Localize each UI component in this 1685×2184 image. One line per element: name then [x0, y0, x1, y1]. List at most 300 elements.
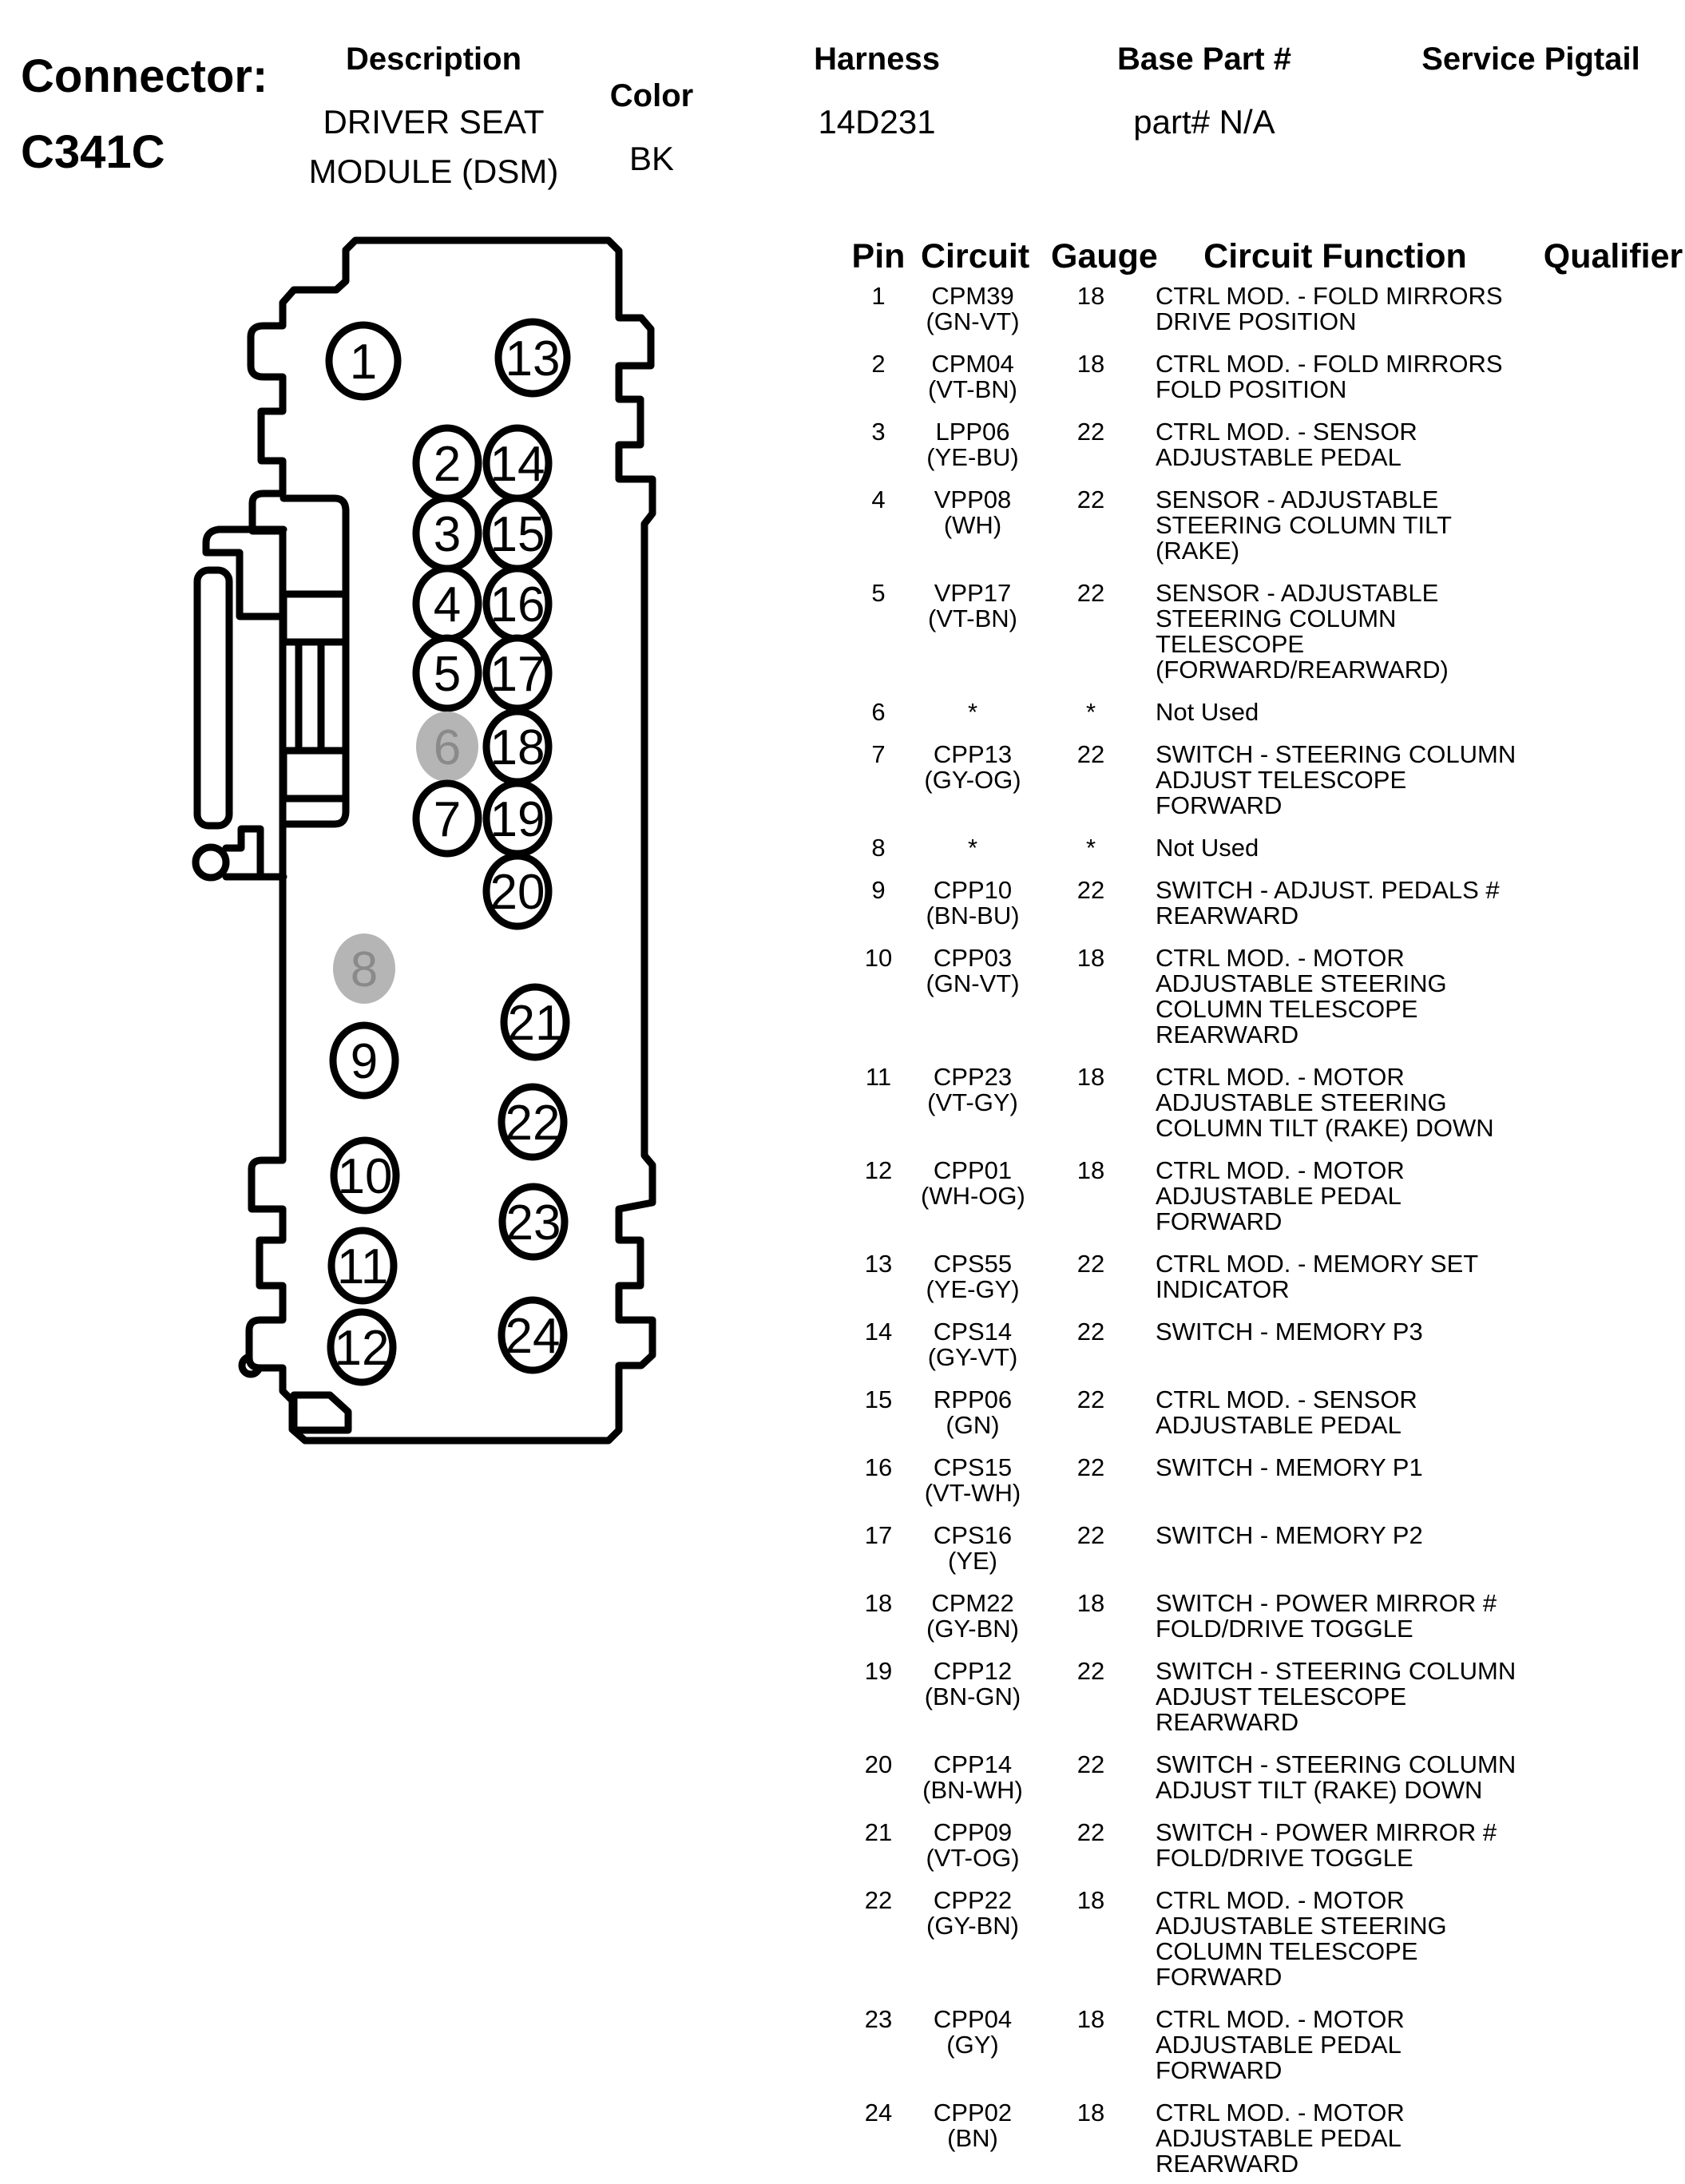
cell-gauge: [1051, 1319, 1131, 1345]
connector-id: C341C: [21, 126, 165, 178]
gauge-value: 22: [1076, 1385, 1105, 1413]
function-line: FORWARD: [1156, 1963, 1283, 1991]
cell-function: [1156, 740, 1516, 819]
pin-number-text: 11: [865, 1063, 892, 1091]
function-line: CTRL MOD. - FOLD MIRRORS: [1156, 282, 1503, 310]
cell-gauge: [1051, 1820, 1131, 1845]
cell-function: [1156, 1523, 1499, 1548]
cell-circuit: [921, 1752, 1025, 1803]
function-line: SENSOR - ADJUSTABLE: [1156, 579, 1439, 607]
pin-number-text: 13: [864, 1250, 893, 1278]
cell-gauge: [1051, 581, 1131, 606]
cell-pin: [839, 2007, 918, 2032]
cell-gauge: [1051, 742, 1131, 767]
function-line: INDICATOR: [1156, 1275, 1290, 1303]
table-row: [839, 742, 1685, 819]
cell-gauge: [1051, 1158, 1131, 1183]
harness-label: Harness: [814, 42, 940, 77]
pin-18-number: 18: [490, 720, 545, 775]
cell-function: [1156, 2007, 1499, 2083]
connector-bottom-notch: [294, 1395, 348, 1430]
cell-pin: [839, 2100, 918, 2126]
circuit-code: CPP14: [933, 1750, 1013, 1778]
circuit-color: (BN-WH): [922, 1776, 1023, 1804]
function-line: SWITCH - POWER MIRROR #: [1156, 1818, 1497, 1846]
cell-function: [1156, 1158, 1499, 1235]
gauge-value: 22: [1076, 1453, 1105, 1481]
cell-function: [1156, 2100, 1499, 2177]
cell-pin: [839, 1387, 918, 1413]
function-line: REARWARD: [1156, 902, 1299, 929]
cell-gauge: [1051, 487, 1131, 513]
col-header-qualifier: Qualifier: [1543, 237, 1683, 275]
color-label: Color: [609, 78, 694, 113]
function-line: CTRL MOD. - MOTOR: [1156, 2099, 1405, 2127]
circuit-code: CPP03: [933, 944, 1013, 972]
pin-number-text: 15: [864, 1385, 893, 1413]
pin-17-number: 17: [490, 647, 545, 702]
table-row: [839, 1820, 1685, 1871]
cell-circuit: [921, 1455, 1025, 1506]
cell-circuit: [921, 835, 1025, 861]
connector-latch-hook: [226, 829, 283, 877]
connector-latch-bar: [197, 570, 229, 826]
pin-number-text: 22: [864, 1886, 893, 1914]
function-line: Not Used: [1156, 698, 1259, 726]
pin-13-number: 13: [505, 331, 561, 386]
gauge-value: 18: [1076, 2099, 1105, 2127]
table-row: [839, 419, 1685, 470]
circuit-code: CPP01: [933, 1156, 1013, 1184]
base-part-label: Base Part #: [1117, 42, 1291, 77]
function-line: TELESCOPE: [1156, 630, 1305, 658]
gauge-value: 22: [1076, 876, 1105, 904]
circuit-color: (VT-GY): [927, 1088, 1018, 1116]
circuit-color: (GY): [946, 2031, 999, 2059]
function-line: CTRL MOD. - MOTOR: [1156, 2005, 1405, 2033]
cell-pin: [839, 1158, 918, 1183]
cell-circuit: [921, 2100, 1025, 2151]
cell-pin: [839, 283, 918, 309]
cell-circuit: [921, 1820, 1025, 1871]
circuit-color: (YE-GY): [926, 1275, 1020, 1303]
pin-9-number: 9: [350, 1034, 379, 1089]
connector-crossbar-bottom: [283, 751, 346, 799]
gauge-value: 22: [1076, 740, 1105, 768]
circuit-code: CPP22: [933, 1886, 1013, 1914]
gauge-value: 18: [1076, 2005, 1105, 2033]
function-line: ADJUSTABLE PEDAL: [1156, 1182, 1402, 1210]
circuit-color: (YE-BU): [926, 443, 1019, 471]
cell-pin: [839, 1064, 918, 1090]
gauge-value: 18: [1076, 1156, 1105, 1184]
function-line: CTRL MOD. - MEMORY SET: [1156, 1250, 1479, 1278]
pin-table: [839, 238, 1685, 2184]
function-line: FOLD POSITION: [1156, 375, 1347, 403]
cell-gauge: [1051, 835, 1131, 861]
cell-gauge: [1051, 1659, 1131, 1684]
function-line: CTRL MOD. - FOLD MIRRORS: [1156, 350, 1503, 378]
pin-table-header: [839, 238, 1685, 275]
pin-number-text: 17: [864, 1521, 893, 1549]
function-line: COLUMN TELESCOPE: [1156, 995, 1418, 1023]
gauge-value: *: [1085, 834, 1096, 862]
pin-number-text: 19: [864, 1657, 893, 1685]
pin-2-number: 2: [433, 437, 462, 492]
pin-number-text: 23: [864, 2005, 893, 2033]
pin-10-number: 10: [337, 1149, 393, 1204]
cell-circuit: [921, 1659, 1025, 1710]
function-line: REARWARD: [1156, 2150, 1299, 2178]
gauge-value: 18: [1076, 282, 1105, 310]
function-line: SWITCH - ADJUST. PEDALS #: [1156, 876, 1500, 904]
col-header-circuit: Circuit: [921, 237, 1030, 275]
table-row: [839, 700, 1685, 725]
pin-number-text: 4: [871, 486, 886, 513]
table-row: [839, 1523, 1685, 1574]
circuit-code: CPM04: [931, 350, 1014, 378]
pin-number-text: 8: [871, 834, 886, 862]
pin-number-text: 24: [864, 2099, 893, 2127]
table-row: [839, 1752, 1685, 1803]
function-line: ADJUSTABLE STEERING: [1156, 1088, 1447, 1116]
circuit-code: CPP23: [933, 1063, 1013, 1091]
circuit-code: CPS16: [933, 1521, 1013, 1549]
cell-pin: [839, 945, 918, 971]
function-line: Not Used: [1156, 834, 1259, 862]
color-value: BK: [628, 140, 675, 177]
circuit-code: *: [967, 698, 978, 726]
function-line: CTRL MOD. - MOTOR: [1156, 1156, 1405, 1184]
circuit-color: (VT-BN): [928, 375, 1017, 403]
circuit-code: VPP17: [934, 579, 1012, 607]
cell-gauge: [1051, 945, 1131, 971]
function-line: ADJUSTABLE PEDAL: [1156, 2031, 1402, 2059]
circuit-color: (GN): [946, 1411, 1000, 1439]
cell-pin: [839, 878, 918, 903]
circuit-code: CPP13: [933, 740, 1013, 768]
cell-function: [1156, 1750, 1516, 1804]
cell-pin: [839, 1455, 918, 1480]
function-line: FOLD/DRIVE TOGGLE: [1156, 1844, 1413, 1872]
function-line: DRIVE POSITION: [1156, 307, 1357, 335]
pin-number-text: 7: [871, 740, 886, 768]
table-row: [839, 1251, 1685, 1302]
cell-function: [1156, 1251, 1499, 1302]
pin-number-text: 14: [864, 1318, 893, 1346]
cell-function: [1156, 350, 1503, 403]
cell-circuit: [921, 1387, 1025, 1438]
table-row: [839, 2100, 1685, 2177]
cell-circuit: [921, 878, 1025, 929]
description-value: DRIVER SEAT MODULE (DSM): [308, 103, 559, 190]
function-line: SWITCH - MEMORY P1: [1156, 1453, 1423, 1481]
cell-function: [1156, 487, 1499, 564]
circuit-color: (GN-VT): [926, 307, 1020, 335]
col-header-gauge: Gauge: [1051, 237, 1158, 275]
cell-gauge: [1051, 1888, 1131, 1913]
function-line: REARWARD: [1156, 1021, 1299, 1048]
circuit-color: (WH-OG): [921, 1182, 1025, 1210]
function-line: FORWARD: [1156, 791, 1283, 819]
cell-circuit: [921, 1064, 1025, 1116]
cell-pin: [839, 835, 918, 861]
function-line: (FORWARD/REARWARD): [1156, 656, 1449, 684]
cell-circuit: [921, 1158, 1025, 1209]
function-line: SWITCH - STEERING COLUMN: [1156, 1657, 1516, 1685]
function-line: REARWARD: [1156, 1708, 1299, 1736]
table-row: [839, 1591, 1685, 1642]
circuit-color: (GY-BN): [926, 1615, 1019, 1643]
circuit-color: (GY-BN): [926, 1912, 1019, 1940]
gauge-value: 22: [1076, 1657, 1105, 1685]
circuit-color: (GY-OG): [924, 766, 1021, 794]
circuit-color: (YE): [948, 1547, 997, 1575]
cell-gauge: [1051, 1523, 1131, 1548]
pin-7-number: 7: [433, 792, 462, 847]
cell-circuit: [921, 581, 1025, 632]
service-pigtail-label: Service Pigtail: [1421, 42, 1640, 77]
circuit-code: VPP08: [934, 486, 1012, 513]
cell-circuit: [921, 1319, 1025, 1370]
circuit-code: *: [967, 834, 978, 862]
cell-circuit: [921, 742, 1025, 793]
function-line: SWITCH - STEERING COLUMN: [1156, 740, 1516, 768]
cell-function: [1156, 878, 1499, 929]
function-line: FORWARD: [1156, 1207, 1283, 1235]
cell-pin: [839, 1820, 918, 1845]
cell-circuit: [921, 1591, 1025, 1642]
function-line: SWITCH - MEMORY P2: [1156, 1521, 1423, 1549]
table-row: [839, 1319, 1685, 1370]
circuit-color: (WH): [943, 511, 1002, 539]
circuit-color: (GN-VT): [926, 969, 1020, 997]
cell-gauge: [1051, 283, 1131, 309]
cell-pin: [839, 1752, 918, 1778]
table-row: [839, 878, 1685, 929]
circuit-code: CPP04: [933, 2005, 1013, 2033]
circuit-color: (VT-OG): [926, 1844, 1020, 1872]
function-line: ADJUSTABLE STEERING: [1156, 1912, 1447, 1940]
cell-function: [1156, 1064, 1499, 1141]
pin-5-number: 5: [433, 647, 462, 702]
pin-19-number: 19: [490, 792, 545, 847]
function-line: STEERING COLUMN TILT: [1156, 511, 1452, 539]
circuit-code: CPP09: [933, 1818, 1013, 1846]
pin-number-text: 10: [864, 944, 893, 972]
function-line: ADJUST TELESCOPE: [1156, 1683, 1407, 1710]
pin-number-text: 16: [864, 1453, 893, 1481]
cell-circuit: [921, 1888, 1025, 1939]
cell-function: [1156, 700, 1499, 725]
cell-circuit: [921, 283, 1025, 335]
table-row: [839, 283, 1685, 335]
gauge-value: 22: [1076, 1521, 1105, 1549]
pin-15-number: 15: [490, 507, 545, 562]
gauge-value: 22: [1076, 1818, 1105, 1846]
function-line: COLUMN TILT (RAKE) DOWN: [1156, 1114, 1494, 1142]
pin-number-text: 2: [871, 350, 886, 378]
connector-latch-foot: [196, 847, 226, 878]
pin-4-number: 4: [433, 577, 462, 632]
circuit-color: (BN-GN): [924, 1683, 1021, 1710]
cell-gauge: [1051, 2007, 1131, 2032]
gauge-value: 18: [1076, 350, 1105, 378]
pin-8-number: 8: [350, 942, 379, 997]
cell-gauge: [1051, 419, 1131, 445]
table-row: [839, 1387, 1685, 1438]
gauge-value: 18: [1076, 1589, 1105, 1617]
function-line: FORWARD: [1156, 2056, 1283, 2084]
connector-crossbar-top: [283, 594, 346, 642]
function-line: SENSOR - ADJUSTABLE: [1156, 486, 1439, 513]
pin-number-text: 12: [864, 1156, 893, 1184]
function-line: COLUMN TELESCOPE: [1156, 1937, 1418, 1965]
cell-pin: [839, 1523, 918, 1548]
cell-gauge: [1051, 700, 1131, 725]
circuit-color: (BN): [947, 2124, 998, 2152]
table-row: [839, 1455, 1685, 1506]
circuit-code: CPP02: [933, 2099, 1013, 2127]
cell-pin: [839, 581, 918, 606]
circuit-code: RPP06: [933, 1385, 1013, 1413]
pin-21-number: 21: [507, 996, 563, 1051]
cell-pin: [839, 1251, 918, 1277]
table-row: [839, 1064, 1685, 1141]
table-row: [839, 1888, 1685, 1990]
pin-1-number: 1: [349, 335, 378, 390]
pin-number-text: 9: [871, 876, 886, 904]
circuit-color: (GY-VT): [927, 1343, 1018, 1371]
cell-circuit: [921, 1251, 1025, 1302]
function-line: ADJUST TELESCOPE: [1156, 766, 1407, 794]
function-line: SWITCH - STEERING COLUMN: [1156, 1750, 1516, 1778]
table-row: [839, 581, 1685, 683]
table-row: [839, 1659, 1685, 1735]
cell-function: [1156, 835, 1499, 861]
function-line: STEERING COLUMN: [1156, 604, 1397, 632]
gauge-value: 18: [1076, 1886, 1105, 1914]
circuit-color: (BN-BU): [926, 902, 1020, 929]
connector-diagram: [112, 208, 671, 1501]
cell-function: [1156, 581, 1499, 683]
pin-11-number: 11: [336, 1239, 389, 1294]
cell-pin: [839, 1591, 918, 1616]
circuit-code: CPS55: [933, 1250, 1013, 1278]
pin-20-number: 20: [490, 865, 545, 920]
table-row: [839, 835, 1685, 861]
cell-pin: [839, 1888, 918, 1913]
function-line: ADJUST TILT (RAKE) DOWN: [1156, 1776, 1483, 1804]
base-part-value: part# N/A: [1133, 103, 1275, 141]
circuit-color: (VT-WH): [924, 1479, 1021, 1507]
function-line: ADJUSTABLE STEERING: [1156, 969, 1447, 997]
gauge-value: 22: [1076, 486, 1105, 513]
cell-gauge: [1051, 1455, 1131, 1480]
cell-pin: [839, 1659, 918, 1684]
cell-gauge: [1051, 1591, 1131, 1616]
col-header-pin: Pin: [851, 237, 906, 275]
cell-function: [1156, 1455, 1499, 1480]
pin-number-text: 5: [871, 579, 886, 607]
cell-pin: [839, 742, 918, 767]
function-line: ADJUSTABLE PEDAL: [1156, 1411, 1402, 1439]
function-line: ADJUSTABLE PEDAL: [1156, 2124, 1402, 2152]
table-row: [839, 351, 1685, 402]
cell-function: [1156, 282, 1503, 335]
gauge-value: 18: [1076, 944, 1105, 972]
cell-gauge: [1051, 1752, 1131, 1778]
cell-pin: [839, 351, 918, 377]
cell-gauge: [1051, 878, 1131, 903]
circuit-code: CPP10: [933, 876, 1013, 904]
gauge-value: *: [1085, 698, 1096, 726]
pin-number-text: 20: [864, 1750, 893, 1778]
function-line: SWITCH - POWER MIRROR #: [1156, 1589, 1497, 1617]
pin-table-body: [839, 283, 1685, 2177]
table-row: [839, 1158, 1685, 1235]
cell-function: [1156, 1591, 1499, 1642]
pin-number-text: 18: [864, 1589, 893, 1617]
circuit-color: (VT-BN): [928, 604, 1017, 632]
cell-function: [1156, 945, 1499, 1048]
table-row: [839, 945, 1685, 1048]
pin-6-number: 6: [433, 720, 462, 775]
pin-16-number: 16: [490, 577, 545, 632]
cell-circuit: [921, 945, 1025, 997]
circuit-code: LPP06: [935, 418, 1010, 446]
circuit-code: CPM22: [931, 1589, 1014, 1617]
cell-pin: [839, 700, 918, 725]
circuit-code: CPM39: [931, 282, 1014, 310]
cell-function: [1156, 419, 1499, 470]
cell-circuit: [921, 351, 1025, 402]
connector-label: Connector:: [21, 50, 268, 102]
cell-gauge: [1051, 1251, 1131, 1277]
cell-pin: [839, 1319, 918, 1345]
cell-function: [1156, 1888, 1499, 1990]
function-line: CTRL MOD. - MOTOR: [1156, 1063, 1405, 1091]
gauge-value: 22: [1076, 1750, 1105, 1778]
cell-function: [1156, 1319, 1499, 1345]
function-line: ADJUSTABLE PEDAL: [1156, 443, 1402, 471]
gauge-value: 22: [1076, 1250, 1105, 1278]
cell-gauge: [1051, 1387, 1131, 1413]
function-line: (RAKE): [1156, 537, 1240, 565]
gauge-value: 22: [1076, 1318, 1105, 1346]
cell-circuit: [921, 700, 1025, 725]
pin-number-text: 21: [864, 1818, 893, 1846]
cell-circuit: [921, 487, 1025, 538]
cell-pin: [839, 419, 918, 445]
pin-3-number: 3: [433, 507, 462, 562]
cell-circuit: [921, 419, 1025, 470]
circuit-code: CPS14: [933, 1318, 1013, 1346]
cell-circuit: [921, 1523, 1025, 1574]
circuit-code: CPP12: [933, 1657, 1013, 1685]
gauge-value: 22: [1076, 418, 1105, 446]
function-line: SWITCH - MEMORY P3: [1156, 1318, 1423, 1346]
cell-gauge: [1051, 1064, 1131, 1090]
description-label: Description: [345, 42, 522, 77]
pin-12-number: 12: [334, 1321, 390, 1376]
cell-function: [1156, 1657, 1516, 1736]
pin-number-text: 3: [871, 418, 886, 446]
pin-14-number: 14: [490, 437, 545, 492]
col-header-function: Circuit Function: [1203, 237, 1467, 275]
cell-function: [1156, 1820, 1499, 1871]
function-line: CTRL MOD. - MOTOR: [1156, 1886, 1405, 1914]
